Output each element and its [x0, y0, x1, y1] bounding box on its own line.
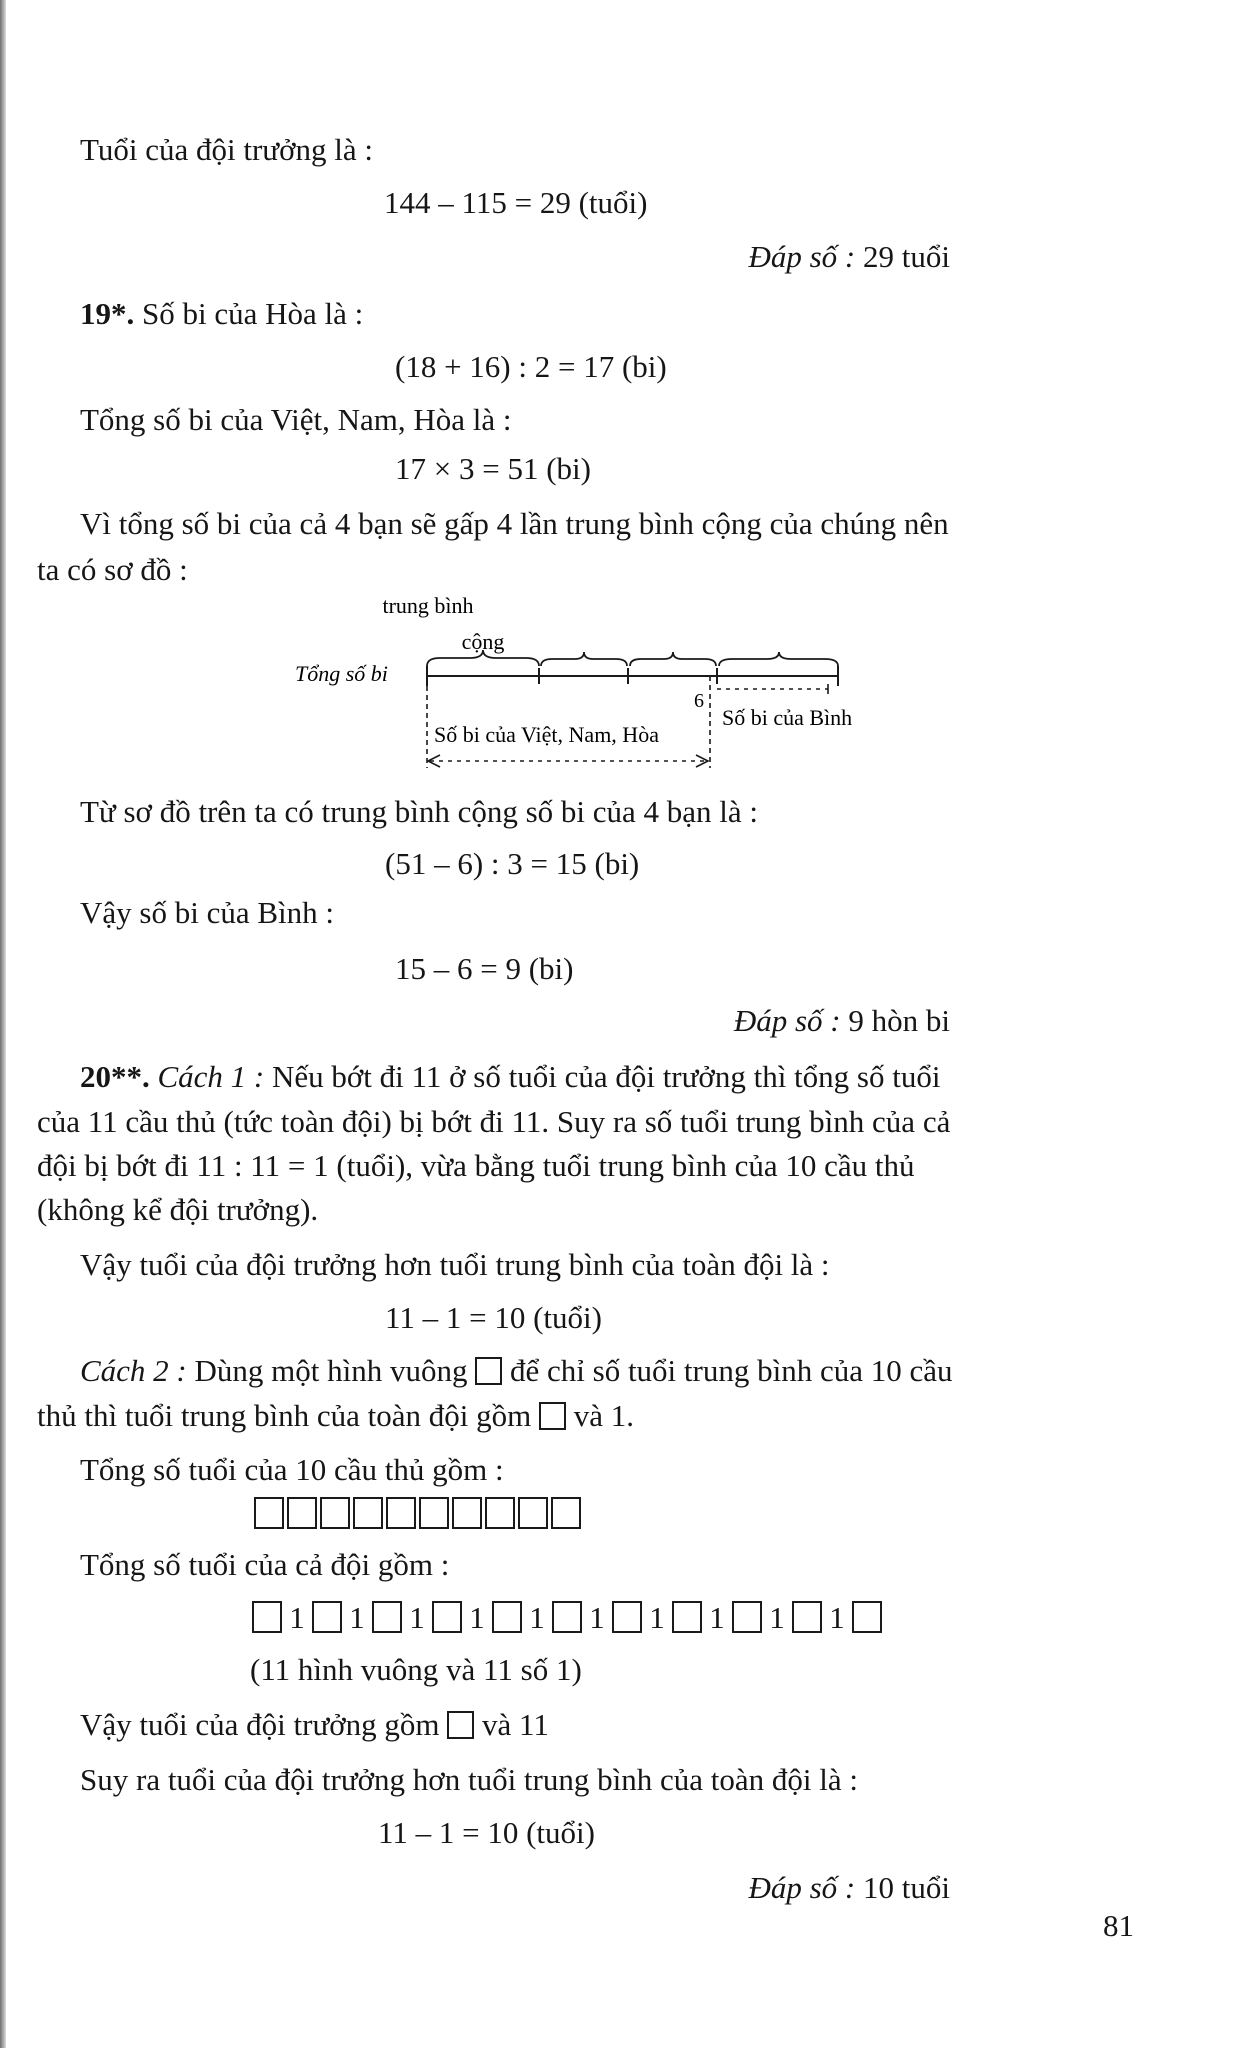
p20-text: Dùng một hình vuông	[194, 1353, 468, 1388]
square-symbol	[852, 1601, 882, 1633]
answer-value: 10 tuổi	[863, 1870, 950, 1905]
ten-squares	[254, 1497, 584, 1530]
digit-one: 1	[409, 1600, 425, 1635]
square-symbol	[372, 1601, 402, 1633]
p19-calc1: (18 + 16) : 2 = 17 (bi)	[395, 349, 667, 384]
p18-calc: 144 – 115 = 29 (tuổi)	[384, 185, 648, 220]
digit-one: 1	[289, 1600, 305, 1635]
p19-line5: Vậy số bi của Bình :	[80, 895, 334, 930]
label-average-2: cộng	[461, 629, 505, 654]
p20-line5: Tổng số tuổi của cả đội gồm :	[80, 1547, 450, 1582]
p20-text: để chỉ số tuổi trung bình của 10 cầu	[510, 1353, 953, 1388]
digit-one: 1	[829, 1600, 845, 1635]
p20-text: Vậy tuổi của đội trưởng gồm	[80, 1707, 440, 1742]
p20-note: (11 hình vuông và 11 số 1)	[250, 1652, 582, 1687]
book-spine-shadow	[0, 0, 6, 2048]
digit-one: 1	[769, 1600, 785, 1635]
brace-2	[541, 652, 627, 666]
p20-calc1: 11 – 1 = 10 (tuổi)	[385, 1300, 602, 1335]
p19-line3b: ta có sơ đồ :	[37, 552, 188, 587]
p20-line1c: đội bị bớt đi 11 : 11 = 1 (tuổi), vừa bằng tuổi trung bình của 10 cầu thủ	[37, 1148, 915, 1183]
p19-text: Số bi của Hòa là :	[142, 296, 364, 331]
p20-line1b: của 11 cầu thủ (tức toàn đội) bị bớt đi 11. Suy ra số tuổi trung bình của cả	[37, 1104, 951, 1139]
p20-line2: Vậy tuổi của đội trưởng hơn tuổi trung bình của toàn đội là :	[80, 1247, 830, 1282]
page-number: 81	[1103, 1908, 1134, 1943]
label-binh: Số bi của Bình	[722, 705, 853, 730]
answer-label: Đáp số :	[733, 1003, 841, 1038]
p20-line3a	[80, 1351, 953, 1391]
p19-calc2: 17 × 3 = 51 (bi)	[395, 451, 591, 486]
square-symbol	[492, 1601, 522, 1633]
p18-answer	[748, 237, 950, 277]
label-average-1: trung bình	[382, 593, 474, 618]
brace-4	[719, 652, 838, 666]
eleven-squares-and-ones	[248, 1598, 886, 1638]
digit-one: 1	[469, 1600, 485, 1635]
p18-line1: Tuổi của đội trưởng là :	[80, 132, 373, 167]
p20-answer	[748, 1868, 950, 1908]
brace-1	[427, 650, 539, 666]
p19-calc4: 15 – 6 = 9 (bi)	[395, 951, 574, 986]
square-symbol	[312, 1601, 342, 1633]
digit-one: 1	[589, 1600, 605, 1635]
square-symbol	[447, 1711, 474, 1739]
segment-diagram	[280, 588, 920, 778]
p19-line1	[80, 294, 363, 334]
brace-3	[630, 652, 716, 666]
square-symbol	[432, 1601, 462, 1633]
answer-label: Đáp số :	[748, 1870, 856, 1905]
square-symbol	[254, 1497, 284, 1529]
square-symbol	[732, 1601, 762, 1633]
square-symbol	[320, 1497, 350, 1529]
digit-one: 1	[709, 1600, 725, 1635]
p19-line2: Tổng số bi của Việt, Nam, Hòa là :	[80, 402, 512, 437]
problem-number: 20**.	[80, 1059, 150, 1094]
square-symbol	[612, 1601, 642, 1633]
answer-value: 9 hòn bi	[848, 1003, 950, 1038]
label-total: Tổng số bi	[295, 661, 388, 686]
square-symbol	[386, 1497, 416, 1529]
square-symbol	[419, 1497, 449, 1529]
p19-answer	[734, 1001, 950, 1041]
p20-calc2: 11 – 1 = 10 (tuổi)	[378, 1815, 595, 1850]
square-symbol	[252, 1601, 282, 1633]
p20-line3b	[37, 1396, 634, 1436]
square-symbol	[287, 1497, 317, 1529]
method-2-label: Cách 2 :	[80, 1353, 187, 1388]
square-symbol	[518, 1497, 548, 1529]
method-1-label: Cách 1 :	[157, 1059, 265, 1094]
square-symbol	[792, 1601, 822, 1633]
p20-line1a	[80, 1057, 940, 1097]
label-six: 6	[694, 690, 704, 712]
digit-one: 1	[649, 1600, 665, 1635]
p20-line6	[80, 1705, 549, 1745]
p20-line1d: (không kể đội trưởng).	[37, 1192, 319, 1227]
square-symbol	[475, 1357, 502, 1385]
square-symbol	[552, 1601, 582, 1633]
answer-value: 29 tuổi	[863, 239, 950, 274]
label-viet-nam-hoa: Số bi của Việt, Nam, Hòa	[434, 722, 659, 747]
square-symbol	[672, 1601, 702, 1633]
problem-number: 19*.	[80, 296, 135, 331]
digit-one: 1	[529, 1600, 545, 1635]
square-symbol	[539, 1402, 566, 1430]
p20-text: thủ thì tuổi trung bình của toàn đội gồm	[37, 1398, 532, 1433]
p20-text: Nếu bớt đi 11 ở số tuổi của đội trưởng thì tổng số tuổi	[272, 1059, 941, 1094]
p19-line3a: Vì tổng số bi của cả 4 bạn sẽ gấp 4 lần trung bình cộng của chúng nên	[80, 506, 949, 541]
square-symbol	[452, 1497, 482, 1529]
p19-calc3: (51 – 6) : 3 = 15 (bi)	[385, 846, 640, 881]
p20-line7: Suy ra tuổi của đội trưởng hơn tuổi trung bình của toàn đội là :	[80, 1762, 858, 1797]
p20-text: và 11	[482, 1707, 549, 1742]
p20-line4: Tổng số tuổi của 10 cầu thủ gồm :	[80, 1452, 504, 1487]
answer-label: Đáp số :	[748, 239, 856, 274]
p20-text: và 1.	[573, 1398, 634, 1433]
square-symbol	[353, 1497, 383, 1529]
p19-line4: Từ sơ đồ trên ta có trung bình cộng số bi của 4 bạn là :	[80, 794, 759, 829]
square-symbol	[551, 1497, 581, 1529]
digit-one: 1	[349, 1600, 365, 1635]
square-symbol	[485, 1497, 515, 1529]
